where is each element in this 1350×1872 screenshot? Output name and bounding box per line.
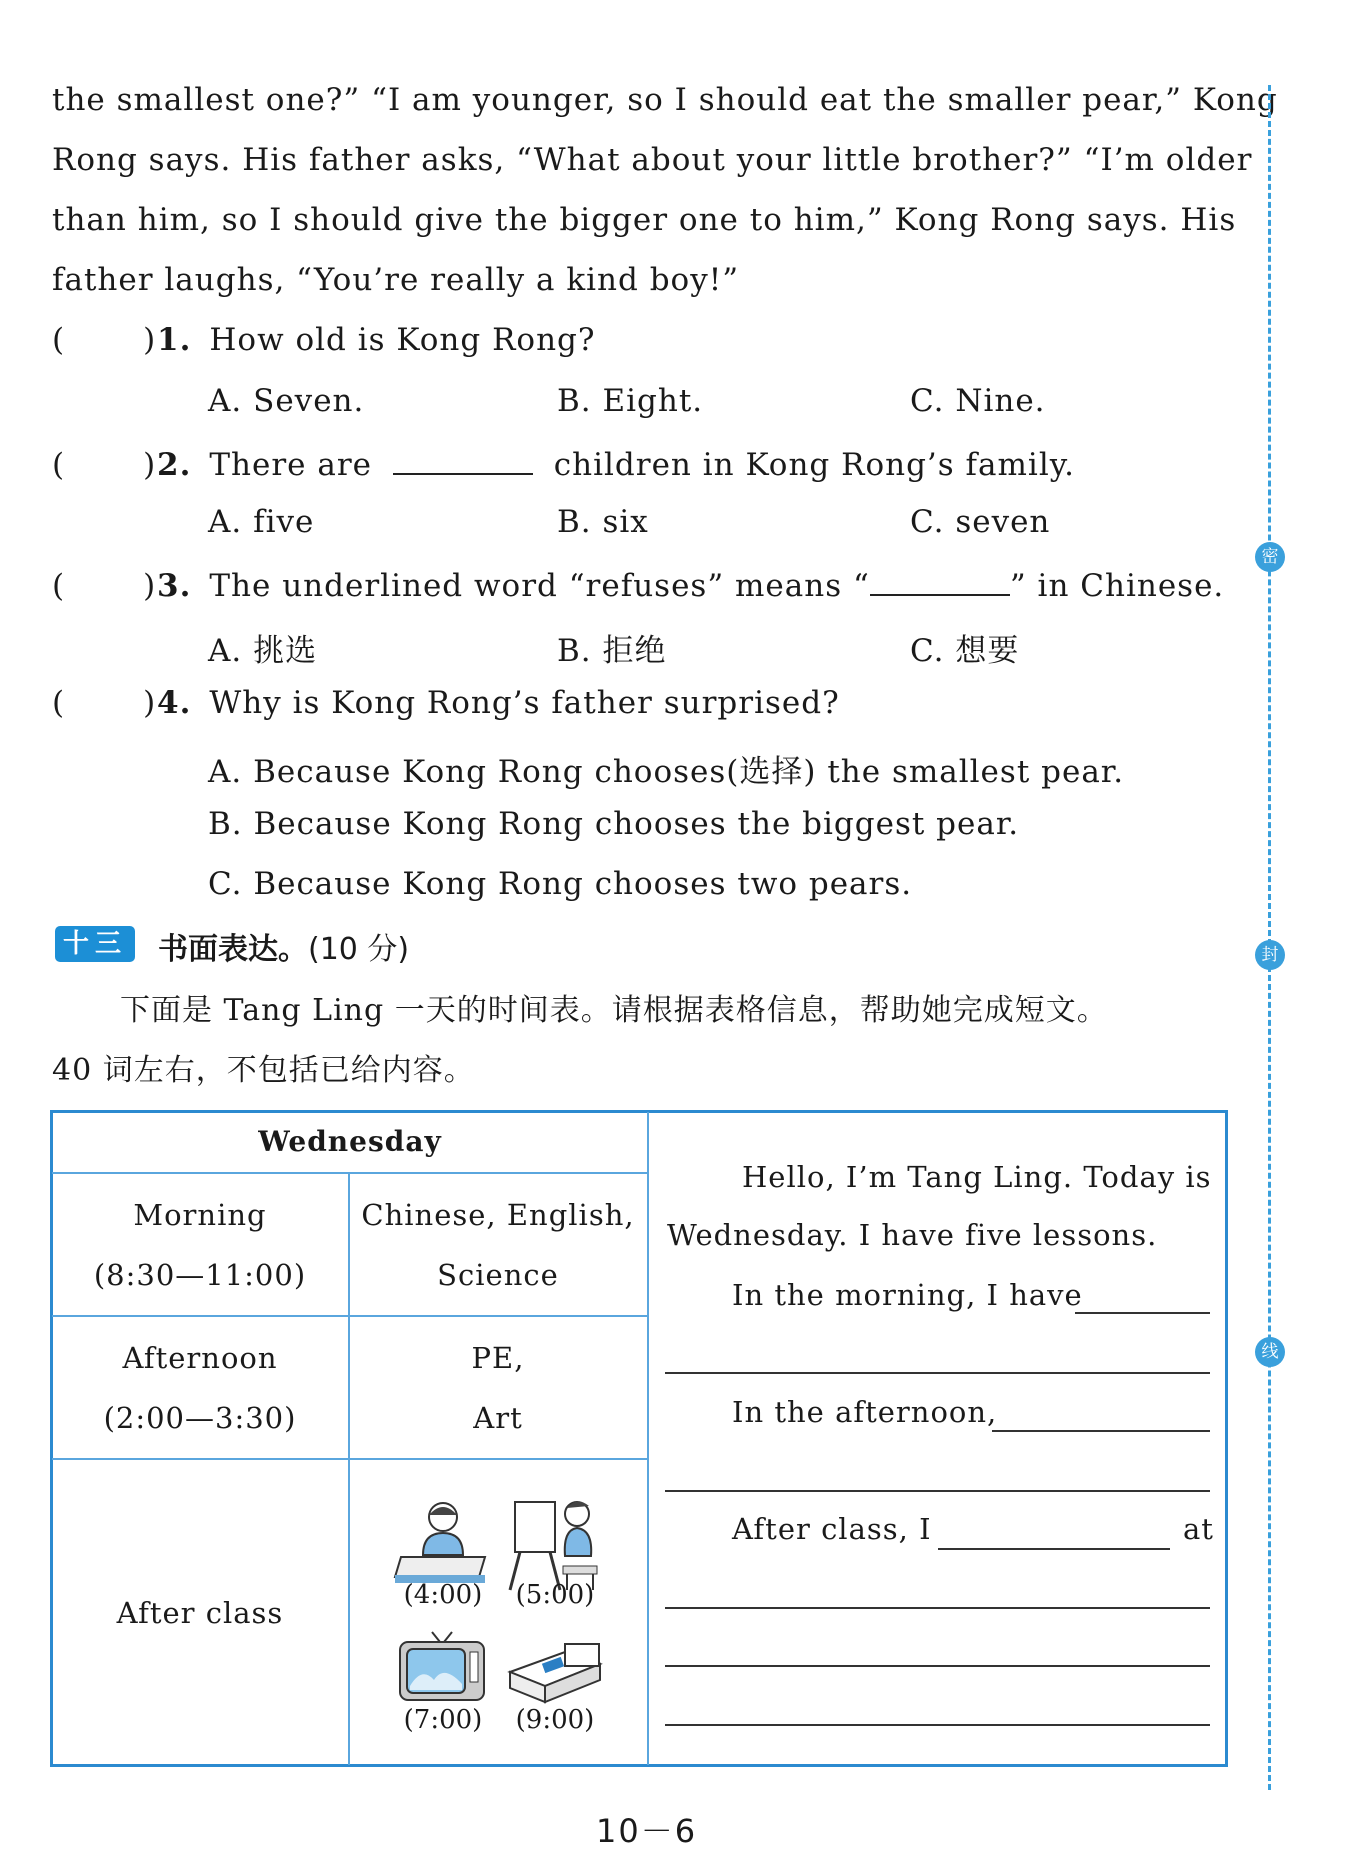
after-class-label: After class xyxy=(116,1596,284,1630)
option-a: A. 挑选 xyxy=(208,633,318,669)
answer-bracket[interactable]: ( ) xyxy=(52,568,157,604)
option-a: A. Because Kong Rong chooses(选择) the smallest pear. xyxy=(208,754,1125,790)
writing-intro: Hello, I’m Tang Ling. Today is xyxy=(742,1160,1212,1194)
fill-blank[interactable] xyxy=(870,564,1010,596)
question-2: ( )2. There are children in Kong Rong’s family. xyxy=(52,443,1075,483)
option-b: B. Eight. xyxy=(557,383,704,419)
homework-icon xyxy=(393,1495,493,1585)
binding-dashed-line xyxy=(1268,85,1271,1790)
section-title: 书面表达。(10 分) xyxy=(158,932,410,967)
passage-line: father laughs, “You’re really a kind boy!” xyxy=(52,262,740,298)
painting-icon xyxy=(505,1492,605,1592)
writing-at: at xyxy=(1183,1512,1214,1546)
seal-mark: 线 xyxy=(1255,1337,1285,1367)
writing-line[interactable] xyxy=(992,1430,1210,1432)
passage-line: than him, so I should give the bigger one to him,” Kong Rong says. His xyxy=(52,202,1237,238)
afternoon-time: (2:00—3:30) xyxy=(103,1401,297,1435)
option-c: C. Because Kong Rong chooses two pears. xyxy=(208,866,913,902)
answer-bracket[interactable]: ( ) xyxy=(52,685,157,721)
writing-afternoon: In the afternoon, xyxy=(732,1395,998,1429)
answer-bracket[interactable]: ( ) xyxy=(52,322,157,358)
activity-time: (4:00) xyxy=(403,1580,483,1610)
option-c: C. 想要 xyxy=(910,633,1020,669)
fill-blank[interactable] xyxy=(393,443,533,475)
activity-time: (9:00) xyxy=(515,1705,595,1735)
activity-time: (5:00) xyxy=(515,1580,595,1610)
tv-icon xyxy=(398,1630,486,1706)
option-a: A. Seven. xyxy=(208,383,365,419)
section-badge: 十三 xyxy=(55,926,135,962)
activity-time: (7:00) xyxy=(403,1705,483,1735)
afternoon-subjects: Art xyxy=(473,1401,523,1435)
question-1: ( )1. How old is Kong Rong? xyxy=(52,322,596,358)
instruction-line: 下面是 Tang Ling 一天的时间表。请根据表格信息，帮助她完成短文。 xyxy=(120,993,1108,1028)
morning-time: (8:30—11:00) xyxy=(93,1258,307,1292)
question-3: ( )3. The underlined word “refuses” means “ ” in Chinese. xyxy=(52,564,1224,604)
passage-line: Rong says. His father asks, “What about your little brother?” “I’m older xyxy=(52,142,1253,178)
writing-line[interactable] xyxy=(938,1548,1170,1550)
afternoon-label: Afternoon xyxy=(122,1341,278,1375)
option-c: C. Nine. xyxy=(910,383,1046,419)
option-b: B. six xyxy=(557,504,649,540)
bed-icon xyxy=(505,1632,605,1706)
writing-intro: Wednesday. I have five lessons. xyxy=(667,1218,1158,1252)
instruction-line: 40 词左右，不包括已给内容。 xyxy=(52,1053,475,1088)
seal-mark: 密 xyxy=(1255,542,1285,572)
page-number: 10－6 xyxy=(596,1812,698,1850)
morning-subjects: Science xyxy=(437,1258,559,1292)
writing-line[interactable] xyxy=(665,1607,1210,1609)
question-4: ( )4. Why is Kong Rong’s father surprised? xyxy=(52,685,840,721)
afternoon-subjects: PE, xyxy=(471,1341,525,1375)
option-b: B. Because Kong Rong chooses the biggest pear. xyxy=(208,806,1020,842)
option-b: B. 拒绝 xyxy=(557,633,667,669)
answer-bracket[interactable]: ( ) xyxy=(52,447,157,483)
writing-after-class: After class, I xyxy=(732,1512,932,1546)
writing-line[interactable] xyxy=(665,1490,1210,1492)
writing-line[interactable] xyxy=(665,1665,1210,1667)
writing-morning: In the morning, I have xyxy=(732,1278,1083,1312)
writing-line[interactable] xyxy=(665,1372,1210,1374)
writing-line[interactable] xyxy=(1075,1312,1210,1314)
passage-line: the smallest one?” “I am younger, so I should eat the smaller pear,” Kong xyxy=(52,82,1278,118)
table-header: Wednesday xyxy=(258,1125,442,1158)
option-a: A. five xyxy=(208,504,315,540)
morning-label: Morning xyxy=(133,1198,267,1232)
seal-mark: 封 xyxy=(1255,940,1285,970)
writing-line[interactable] xyxy=(665,1724,1210,1726)
morning-subjects: Chinese, English, xyxy=(361,1198,635,1232)
option-c: C. seven xyxy=(910,504,1051,540)
